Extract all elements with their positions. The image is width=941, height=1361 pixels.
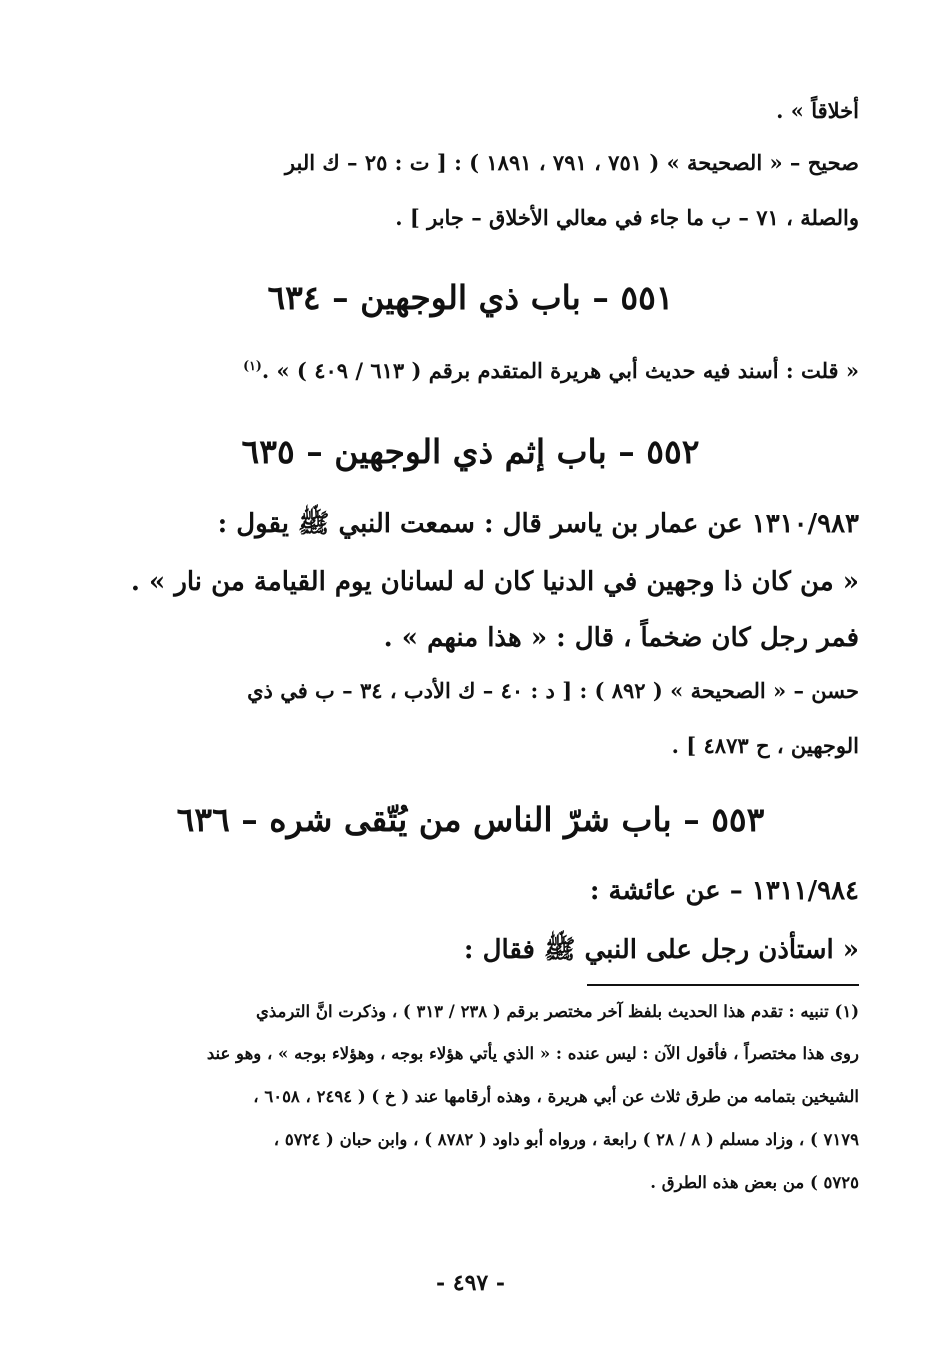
- footnote-separator: [587, 984, 859, 986]
- continuation-line: أخلاقاً » .: [776, 98, 859, 123]
- chapter-heading-552: ٥٥٢ – باب إثم ذي الوجهين – ٦٣٥: [241, 432, 700, 471]
- footnote-line-2: روى هذا مختصراً ، فأقول الآن : ليس عنده : « الذي يأتي هؤلاء بوجه ، وهؤلاء بوجه » ، وهو عند: [206, 1044, 859, 1063]
- footnote-line-3: الشيخين بتمامه من طرق ثلاث عن أبي هريرة ، وهذه أرقامها عند ( خ ) ( ٢٤٩٤ ، ٦٠٥٨ ،: [253, 1087, 859, 1106]
- hadith-text: « من كان ذا وجهين في الدنيا كان له لسانان يوم القيامة من نار » .: [130, 567, 859, 597]
- grading-line-cont: والصلة ، ٧١ – ب ما جاء في معالي الأخلاق – جابر ] .: [395, 205, 859, 230]
- page-number: - ٤٩٧ -: [435, 1270, 506, 1296]
- note-line: [243, 358, 859, 383]
- footnote-line-1: (١) تنبيه : تقدم هذا الحديث بلفظ آخر مختصر برقم ( ٢٣٨ / ٣١٣ ) ، وذكرت انَّ الترمذي: [255, 1002, 859, 1021]
- hadith-intro-2: ١٣١١/٩٨٤ – عن عائشة :: [589, 876, 859, 906]
- grading-line-2-cont: الوجهين ، ح ٤٨٧٣ ] .: [671, 733, 859, 758]
- chapter-heading-551: ٥٥١ – باب ذي الوجهين – ٦٣٤: [267, 278, 674, 317]
- footnote-line-4: ٧١٧٩ ) ، وزاد مسلم ( ٨ / ٢٨ ) رابعة ، ورواه أبو داود ( ٨٧٨٢ ) ، وابن حبان ( ٥٧٢٤ ،: [273, 1130, 859, 1149]
- footnote-marker: (١): [243, 358, 262, 373]
- grading-line-2: حسن – « الصحيحة » ( ٨٩٢ ) : [ د : ٤٠ – ك الأدب ، ٣٤ – ب في ذي: [247, 678, 859, 703]
- grading-line: صحيح – « الصحيحة » ( ٧٥١ ، ٧٩١ ، ١٨٩١ ) : [ ت : ٢٥ – ك البر: [284, 150, 859, 175]
- note-text: « قلت : أسند فيه حديث أبي هريرة المتقدم برقم ( ٦١٣ / ٤٠٩ ) » .: [261, 358, 859, 383]
- footnote-line-5: ٥٧٢٥ ) من بعض هذه الطرق .: [650, 1173, 859, 1192]
- hadith-text-cont: فمر رجل كان ضخماً ، قال : « هذا منهم » .: [383, 623, 859, 653]
- chapter-heading-553: ٥٥٣ – باب شرّ الناس من يُتّقى شره – ٦٣٦: [176, 800, 765, 839]
- hadith-intro: ١٣١٠/٩٨٣ عن عمار بن ياسر قال : سمعت النبي ﷺ يقول :: [217, 509, 859, 539]
- hadith-text-2: « استأذن رجل على النبي ﷺ فقال :: [463, 935, 859, 965]
